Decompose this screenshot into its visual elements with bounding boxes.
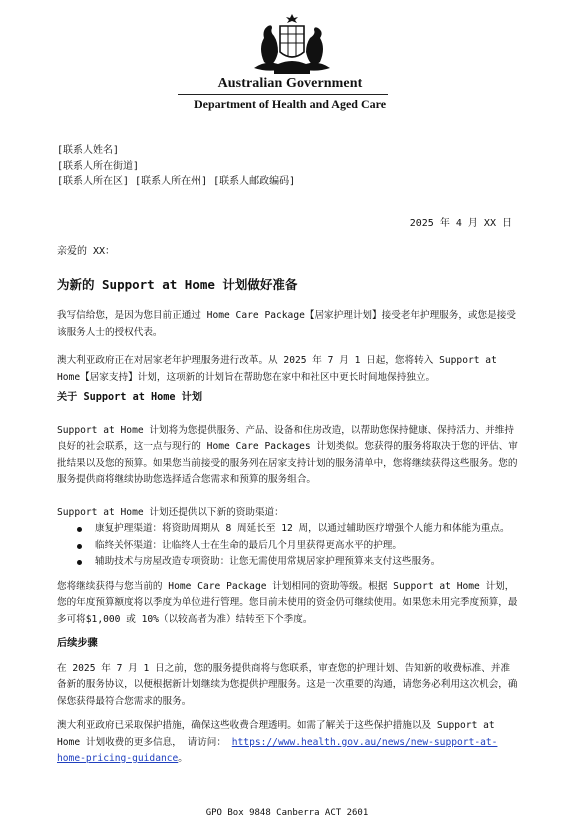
government-name: Australian Government <box>217 76 363 91</box>
address-line-street: [联系人所在街道] <box>57 160 140 172</box>
list-item: 康复护理渠道：将资助周期从 8 周延长至 12 周，以通过辅助医疗增强个人能力和体能为重点。 <box>57 521 519 538</box>
funding-list <box>57 521 519 571</box>
department-name: Department of Health and Aged Care <box>193 97 387 111</box>
address-line-name: [联系人姓名] <box>57 145 120 156</box>
section-heading-next-steps: 后续步骤 <box>57 638 98 649</box>
section-heading-about: 关于 Support at Home 计划 <box>57 392 203 403</box>
bullet-icon <box>77 544 82 549</box>
pricing-guidance-link[interactable]: https://www.health.gov.au/news/new-support-at-home-pricing-guidance <box>57 736 498 764</box>
footer-address: GPO Box 9848 Canberra ACT 2601 <box>205 808 369 818</box>
letter-title: 为新的 Support at Home 计划做好准备 <box>57 277 298 292</box>
letter-date: 2025 年 4 月 XX 日 <box>409 218 512 229</box>
bullet-icon <box>77 560 82 565</box>
paragraph-reform: 澳大利亚政府正在对居家老年护理服务进行改革。从 2025 年 7 月 1 日起，您将转入 Support at Home【居家支持】计划，这项新的计划旨在帮助您在家中和社区中更长时间地保持独立。 <box>57 355 497 383</box>
paragraph-budget: 您将继续获得与您当前的 Home Care Package 计划相同的资助等级。根据 Support at Home 计划，您的年度预算额度将以季度为单位进行管理。您目前未使用的资金仍可继续使用。如果您未用完季度预算，最多可将$1,000 或 10%（以较高者为准）结转至下个季度。 <box>57 580 518 625</box>
paragraph-funding-intro: Support at Home 计划还提供以下新的资助渠道： <box>57 506 284 518</box>
coat-of-arms-logo <box>244 12 340 78</box>
salutation: 亲爱的 XX： <box>57 246 116 257</box>
list-item: 辅助技术与房屋改造专项资助：让您无需使用常规居家护理预算来支付这些服务。 <box>57 554 519 571</box>
paragraph-intro: 我写信给您，是因为您目前正通过 Home Care Package【居家护理计划】接受老年护理服务，或您是接受该服务人士的授权代表。 <box>57 310 516 338</box>
header-rule <box>178 94 388 95</box>
letter-body <box>57 308 519 768</box>
address-line-locality: [联系人所在区] [联系人所在州] [联系人邮政编码] <box>57 176 296 187</box>
paragraph-protections: 澳大利亚政府已采取保护措施，确保这些收费合理透明。如需了解关于这些保护措施以及 Support at Home 计划收费的更多信息， 请访问： https://www.health.gov.au/news/new-support-at-home-pricing-guidance。 <box>57 720 498 764</box>
list-item: 临终关怀渠道：让临终人士在生命的最后几个月里获得更高水平的护理。 <box>57 538 519 555</box>
recipient-address <box>57 143 295 190</box>
paragraph-about: Support at Home 计划将为您提供服务、产品、设备和住房改造，以帮助您保持健康、保持活力、并维持良好的社会联系，这一点与现行的 Home Care Packages 计划类似。您获得的服务将取决于您的评估、审批结果以及您的预算。如果您当前接受的服务列在居家支持计划的服务清单中，您将继续获得这些服务。您的服务提供商将继续协助您选择适合您需求和预算的服务组合。 <box>57 424 518 485</box>
paragraph-next-steps: 在 2025 年 7 月 1 日之前，您的服务提供商将与您联系，审查您的护理计划、告知新的收费标准、并准备新的服务协议，以便根据新计划继续为您提供护理服务。这是一次重要的沟通，请您务必利用这次机会，确保您获得最符合您需求的服务。 <box>57 662 518 707</box>
bullet-icon <box>77 527 82 532</box>
